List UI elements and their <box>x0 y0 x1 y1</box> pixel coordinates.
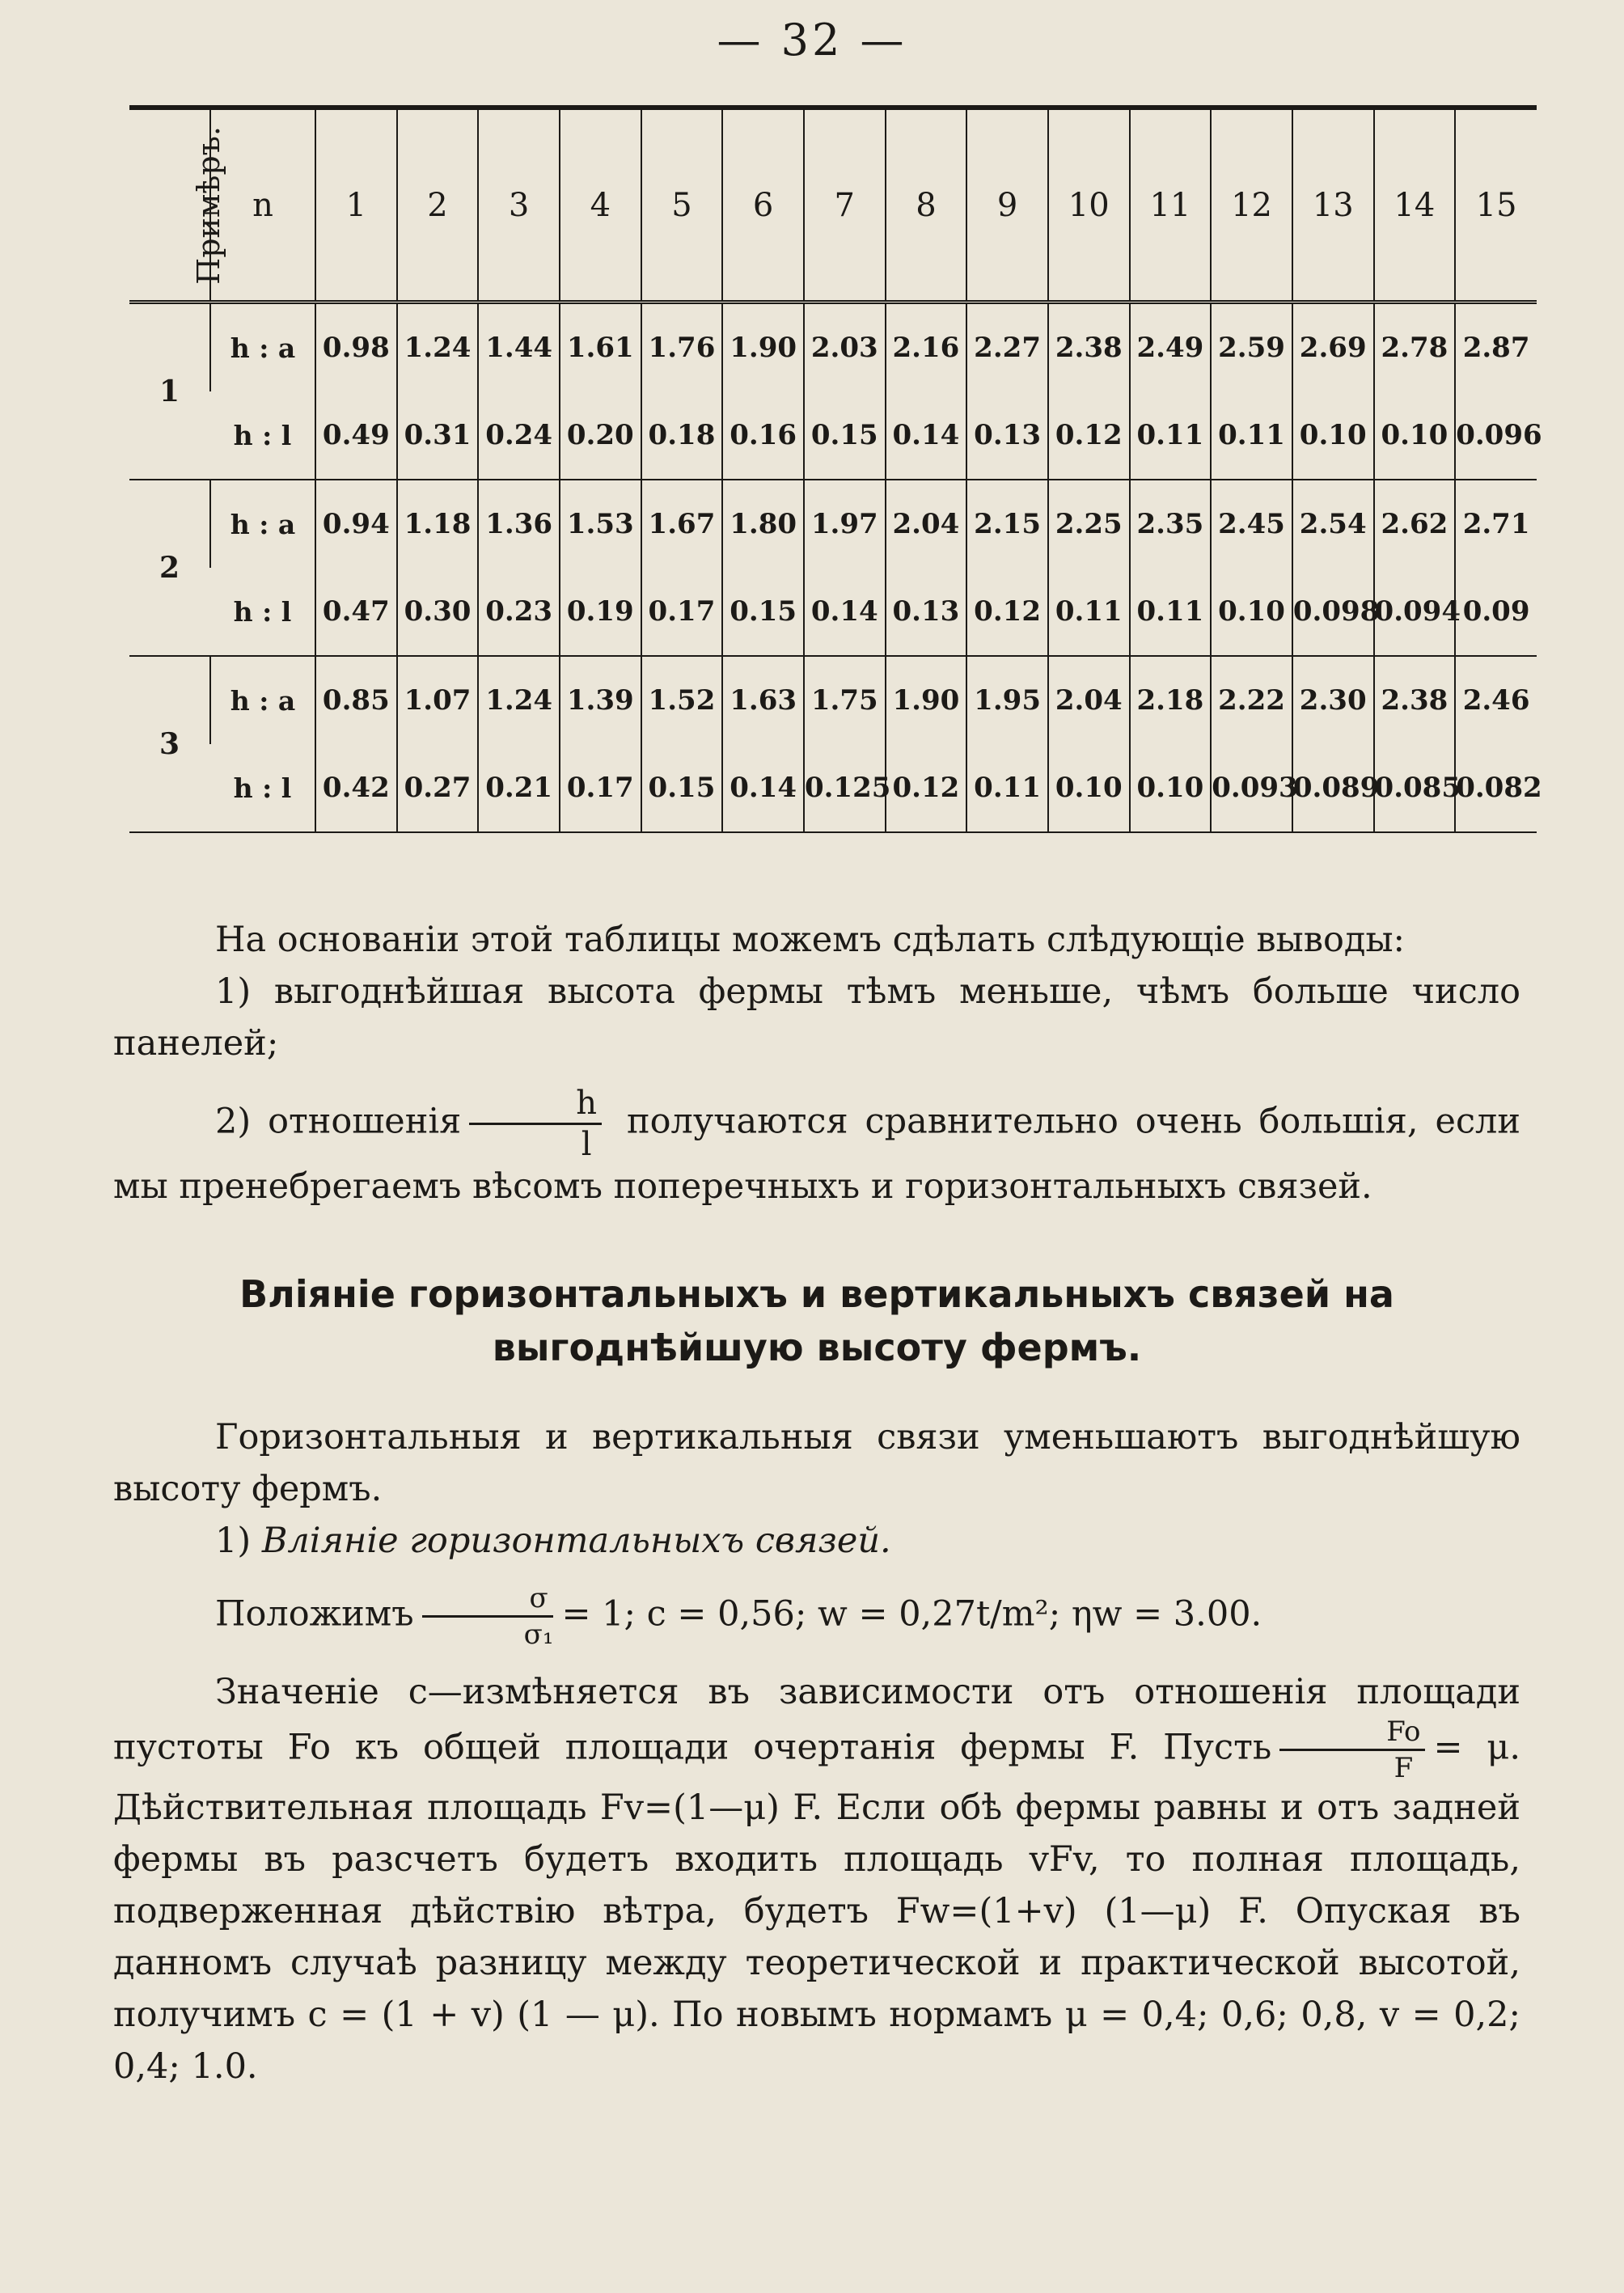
table-cell: 2.27 <box>966 302 1048 392</box>
table-cell: 0.27 <box>397 744 479 832</box>
table-cell: 2.15 <box>966 480 1048 568</box>
table-cell: 1.90 <box>722 302 804 392</box>
n-header: n <box>210 110 315 302</box>
table-cell: 0.49 <box>315 391 397 480</box>
table-row <box>129 480 1537 568</box>
table-cell: 1.52 <box>641 656 723 744</box>
paragraph-2 <box>113 1666 1520 2092</box>
row-label: h : a <box>210 480 315 568</box>
fraction-num: σ <box>422 1584 554 1618</box>
table-cell: 0.10 <box>1048 744 1130 832</box>
col-header: 8 <box>886 110 967 302</box>
example-number: 2 <box>129 480 210 656</box>
table-cell: 1.61 <box>560 302 641 392</box>
table-cell: 2.49 <box>1130 302 1212 392</box>
table-cell: 0.094 <box>1374 568 1456 656</box>
conclusion-2 <box>113 1087 1520 1212</box>
table-cell: 0.31 <box>397 391 479 480</box>
table-cell: 0.17 <box>641 568 723 656</box>
table-cell: 0.20 <box>560 391 641 480</box>
fraction-den: σ₁ <box>523 1618 554 1651</box>
table-cell: 0.15 <box>722 568 804 656</box>
table-cell: 0.23 <box>478 568 560 656</box>
fraction-h-l <box>469 1087 602 1161</box>
table-cell: 0.24 <box>478 391 560 480</box>
col-header: 10 <box>1048 110 1130 302</box>
assumptions <box>113 1582 1520 1651</box>
table-cell: 0.85 <box>315 656 397 744</box>
table-cell: 1.24 <box>397 302 479 392</box>
table-cell: 2.78 <box>1374 302 1456 392</box>
table-cell: 2.04 <box>886 480 967 568</box>
table-cell: 0.15 <box>804 391 886 480</box>
col-header: 14 <box>1374 110 1456 302</box>
table-cell: 0.98 <box>315 302 397 392</box>
fraction-num: h <box>469 1087 602 1125</box>
table-row <box>129 391 1537 480</box>
conclusions-intro: На основаніи этой таблицы можемъ сдѣлать слѣдующіе выводы: <box>215 920 1406 960</box>
fraction-den: l <box>581 1126 592 1163</box>
col-header: 15 <box>1455 110 1537 302</box>
row-label: h : l <box>210 391 315 480</box>
table-cell: 1.63 <box>722 656 804 744</box>
table-cell: 2.30 <box>1292 656 1374 744</box>
example-header <box>129 110 226 302</box>
col-header: 11 <box>1130 110 1212 302</box>
table-cell: 2.25 <box>1048 480 1130 568</box>
col-header: 12 <box>1211 110 1292 302</box>
table-cell: 0.12 <box>966 568 1048 656</box>
table-cell: 1.75 <box>804 656 886 744</box>
table-cell: 2.62 <box>1374 480 1456 568</box>
conclusion-2-end: получаются сравнительно очень большія, если мы пренебрегаемъ вѣсомъ поперечныхъ и горизонтальныхъ связей. <box>113 1101 1520 1207</box>
table-cell: 2.16 <box>886 302 967 392</box>
table-cell: 2.45 <box>1211 480 1292 568</box>
table-cell: 2.22 <box>1211 656 1292 744</box>
table-cell: 1.39 <box>560 656 641 744</box>
table-cell: 0.12 <box>886 744 967 832</box>
table-cell: 0.16 <box>722 391 804 480</box>
table-cell: 0.18 <box>641 391 723 480</box>
table-cell: 0.14 <box>804 568 886 656</box>
table-cell: 2.38 <box>1048 302 1130 392</box>
paragraph-2-end: = μ. Дѣйствительная площадь Fv=(1—μ) F. Если обѣ фермы равны и отъ задней фермы въ разсчетъ будетъ входить площадь vFv, то полная площадь, подверженная дѣйствію вѣтра, будетъ Fw=(1+v) (1—μ) F. Опуская въ данномъ случаѣ разницу между теоретической и практической высотой, получимъ c = (1 + v) (1 — μ). По новымъ нормамъ μ = 0,4; 0,6; 0,8, v = 0,2; 0,4; 1.0. <box>113 1727 1520 2087</box>
table-cell: 1.44 <box>478 302 560 392</box>
table-cell: 2.38 <box>1374 656 1456 744</box>
col-header: 2 <box>397 110 479 302</box>
table-cell: 1.97 <box>804 480 886 568</box>
table-cell: 0.42 <box>315 744 397 832</box>
fraction-num: Fo <box>1279 1718 1425 1751</box>
table-cell: 2.35 <box>1130 480 1212 568</box>
table-cell: 2.18 <box>1130 656 1212 744</box>
table-body <box>129 302 1542 833</box>
table-cell: 1.67 <box>641 480 723 568</box>
results-table-wrap <box>129 105 1542 833</box>
table-cell: 1.53 <box>560 480 641 568</box>
col-header: 4 <box>560 110 641 302</box>
table-cell: 0.11 <box>1048 568 1130 656</box>
table-cell: 0.12 <box>1048 391 1130 480</box>
table-cell: 1.76 <box>641 302 723 392</box>
table-cell: 2.69 <box>1292 302 1374 392</box>
table-row <box>129 744 1537 832</box>
table-cell: 0.09 <box>1455 568 1537 656</box>
table-cell: 0.11 <box>1130 391 1212 480</box>
subsection-title-text: Вліяніе горизонтальныхъ связей. <box>261 1521 891 1561</box>
body-text <box>113 914 1520 2092</box>
subsection-number: 1) <box>215 1521 252 1561</box>
table-cell: 0.082 <box>1455 744 1537 832</box>
table-cell: 0.21 <box>478 744 560 832</box>
fraction-fo-f <box>1279 1718 1425 1782</box>
paragraph-1: Горизонтальныя и вертикальныя связи уменьшаютъ выгоднѣйшую высоту фермъ. <box>113 1417 1520 1509</box>
col-header: 13 <box>1292 110 1374 302</box>
table-cell: 0.14 <box>722 744 804 832</box>
example-number: 3 <box>129 656 210 832</box>
table-cell: 1.18 <box>397 480 479 568</box>
table-header-row <box>129 110 1537 302</box>
table-cell: 0.11 <box>966 744 1048 832</box>
table-cell: 0.089 <box>1292 744 1374 832</box>
table-cell: 2.46 <box>1455 656 1537 744</box>
table-cell: 0.10 <box>1211 568 1292 656</box>
table-cell: 2.03 <box>804 302 886 392</box>
row-label: h : a <box>210 656 315 744</box>
table-cell: 1.80 <box>722 480 804 568</box>
table-cell: 0.14 <box>886 391 967 480</box>
table-cell: 1.36 <box>478 480 560 568</box>
table-cell: 2.04 <box>1048 656 1130 744</box>
table-cell: 0.11 <box>1130 568 1212 656</box>
fraction-den: F <box>1394 1752 1414 1784</box>
table-cell: 2.71 <box>1455 480 1537 568</box>
col-header: 3 <box>478 110 560 302</box>
table-cell: 0.125 <box>804 744 886 832</box>
table-cell: 0.10 <box>1130 744 1212 832</box>
col-header: 7 <box>804 110 886 302</box>
conclusion-2-start: 2) отношенія <box>215 1101 462 1142</box>
conclusion-1: 1) выгоднѣйшая высота фермы тѣмъ меньше, чѣмъ больше число панелей; <box>113 971 1520 1064</box>
table-cell: 0.093 <box>1211 744 1292 832</box>
table-cell: 0.10 <box>1292 391 1374 480</box>
paragraph-2-start: Значеніе c—измѣняется въ зависимости отъ отношенія площади пустоты Fo къ общей площади очертанія фермы F. Пусть <box>113 1672 1520 1768</box>
table-cell: 0.15 <box>641 744 723 832</box>
table-cell: 0.11 <box>1211 391 1292 480</box>
results-table <box>129 110 1542 833</box>
table-cell: 0.10 <box>1374 391 1456 480</box>
section-heading: Вліяніе горизонтальныхъ и вертикальныхъ связей на выгоднѣйшую высоту фермъ. <box>239 1272 1394 1369</box>
table-cell: 0.94 <box>315 480 397 568</box>
table-cell: 0.096 <box>1455 391 1537 480</box>
fraction-sigma <box>422 1582 554 1651</box>
col-header: 9 <box>966 110 1048 302</box>
col-header: 5 <box>641 110 723 302</box>
table-row <box>129 302 1537 392</box>
table-cell: 2.54 <box>1292 480 1374 568</box>
table-row <box>129 568 1537 656</box>
table-cell: 0.13 <box>966 391 1048 480</box>
assumptions-start: Положимъ <box>215 1593 414 1635</box>
example-header-text: Примѣръ. <box>190 125 226 285</box>
row-label: h : a <box>210 302 315 392</box>
page-number: — 32 — <box>717 15 907 66</box>
table-cell: 2.59 <box>1211 302 1292 392</box>
example-number: 1 <box>129 302 210 480</box>
table-cell: 1.24 <box>478 656 560 744</box>
col-header: 1 <box>315 110 397 302</box>
table-row <box>129 656 1537 744</box>
table-cell: 0.19 <box>560 568 641 656</box>
table-cell: 1.95 <box>966 656 1048 744</box>
table-cell: 1.07 <box>397 656 479 744</box>
table-cell: 0.13 <box>886 568 967 656</box>
row-label: h : l <box>210 568 315 656</box>
row-label: h : l <box>210 744 315 832</box>
table-cell: 2.87 <box>1455 302 1537 392</box>
table-cell: 0.085 <box>1374 744 1456 832</box>
table-cell: 0.30 <box>397 568 479 656</box>
table-cell: 1.90 <box>886 656 967 744</box>
col-header: 6 <box>722 110 804 302</box>
table-cell: 0.17 <box>560 744 641 832</box>
subsection-title <box>113 1515 1520 1567</box>
assumptions-end: = 1; c = 0,56; w = 0,27t/m²; ηw = 3.00. <box>561 1593 1262 1635</box>
table-cell: 0.098 <box>1292 568 1374 656</box>
table-cell: 0.47 <box>315 568 397 656</box>
